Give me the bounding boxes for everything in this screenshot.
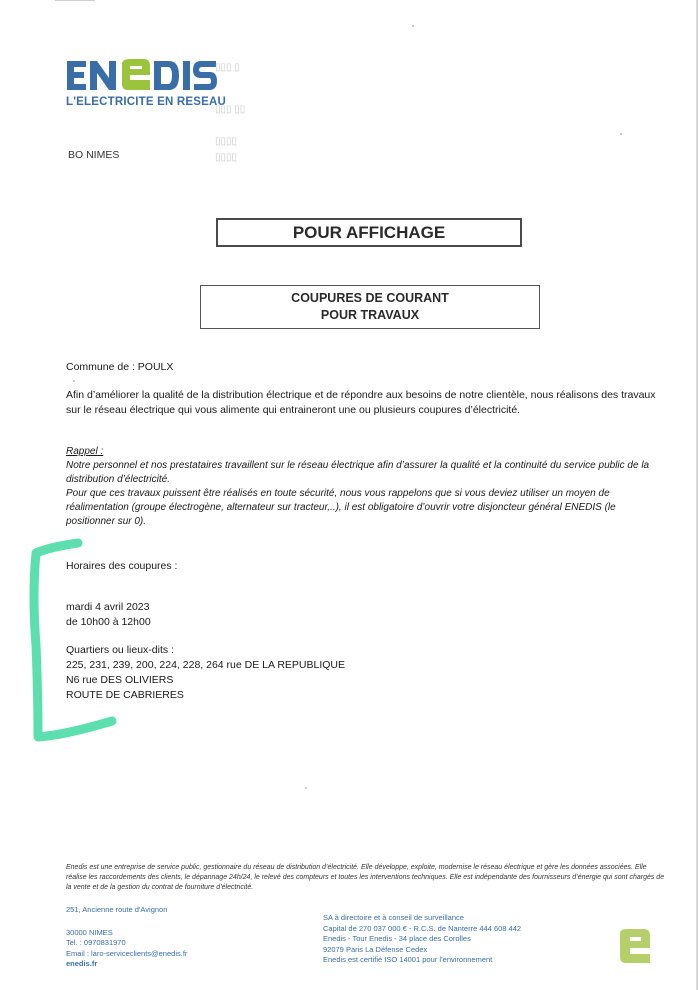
rappel-title-suffix: : (97, 446, 104, 457)
company-line: 92079 Paris La Défense Cedex (323, 944, 428, 954)
enedis-e-icon (618, 928, 652, 964)
outage-date: mardi 4 avril 2023 (66, 601, 150, 613)
scan-speck (412, 25, 414, 27)
commune-line: Commune de : POULX (66, 361, 174, 373)
footer-contact (66, 905, 187, 970)
scan-speck (305, 787, 307, 789)
affichage-title-box (216, 218, 522, 247)
rappel-section (66, 445, 656, 529)
schedule (66, 600, 151, 630)
quartiers-label: Quartiers ou lieux-dits : (66, 644, 174, 656)
office-label: BO NIMES (68, 149, 120, 161)
address-line2: 30000 NIMES (66, 927, 113, 937)
rappel-heading (66, 445, 656, 459)
affichage-title: POUR AFFICHAGE (292, 222, 446, 242)
telephone: Tel. : 0970831970 (66, 938, 126, 947)
tagline: L'ELECTRICITE EN RESEAU (66, 96, 227, 108)
company-line: SA à directoire et à conseil de surveillance (323, 913, 464, 922)
horaires-label: Horaires des coupures : (66, 560, 178, 572)
rappel-title: Rappel (66, 446, 98, 457)
coupures-title-line2: POUR TRAVAUX (320, 308, 420, 322)
quartier-item: ROUTE DE CABRIERES (66, 689, 184, 701)
website-link[interactable]: enedis.fr (66, 959, 98, 968)
company-line: Enedis est certifié ISO 14001 pour l’environnement (323, 955, 493, 964)
quartiers-section (66, 643, 345, 703)
quartier-item: 225, 231, 239, 200, 224, 228, 264 rue DE LA REPUBLIQUE (66, 659, 346, 671)
stamp-ghost: ▯▯▯ ▯ ▯▯▯ ▯▯ ▯▯▯▯ ▯▯▯▯ (215, 62, 246, 163)
rappel-paragraph-1: Notre personnel et nos prestataires travaillent sur le réseau électrique afin d’assurer la qualité et la continuité du service public de la distribution d’électricité. (66, 460, 650, 485)
quartier-item: N6 rue DES OLIVIERS (66, 674, 174, 686)
coupures-title-box (200, 285, 540, 329)
intro-paragraph: Afin d’améliorer la qualité de la distribution électrique et de répondre aux besoins de notre clientèle, nous réalisons des travaux sur le réseau électrique qui vous alimente qui entraineront une ou plusieurs coupures d’électricité. (66, 389, 656, 416)
coupures-title-line1: COUPURES DE COURANT (291, 291, 449, 305)
footer-company-info (323, 913, 521, 966)
company-line: Enedis - Tour Enedis - 34 place des Corolles (323, 934, 471, 943)
outage-time: de 10h00 à 12h00 (66, 616, 151, 628)
rappel-paragraph-2: Pour que ces travaux puissent être réalisés en toute sécurité, nous vous rappelons que si vous deviez utiliser un moyen de réalimentation (groupe électrogène, alternateur sur tracteur,..), il est obligatoire d’ouvrir votre disjoncteur général ENEDIS (le positionner sur 0). (66, 488, 616, 527)
footer-legal-text: Enedis est une entreprise de service public, gestionnaire du réseau de distribution d’électricité. Elle développe, exploite, modernise le réseau électrique et gère les données associées. Elle réalise les raccordements des clients, le dépannage 24h/24, le relevé des compteurs et toutes les interventions techniques. Elle est indépendante des fournisseurs d’énergie qui sont chargés de la vente et de la gestion du contrat de fourniture d’électricité. (66, 864, 665, 891)
address-line1: 251, Ancienne route d'Avignon (66, 905, 168, 914)
scan-speck (620, 133, 622, 135)
scan-speck (73, 380, 75, 382)
company-line: Capital de 270 037 000 € - R.C.S. de Nanterre 444 608 442 (323, 923, 522, 933)
email-link[interactable]: Email : laro-serviceclients@enedis.fr (66, 948, 188, 958)
scan-artifact (55, 0, 95, 1)
page-edge (696, 0, 698, 990)
